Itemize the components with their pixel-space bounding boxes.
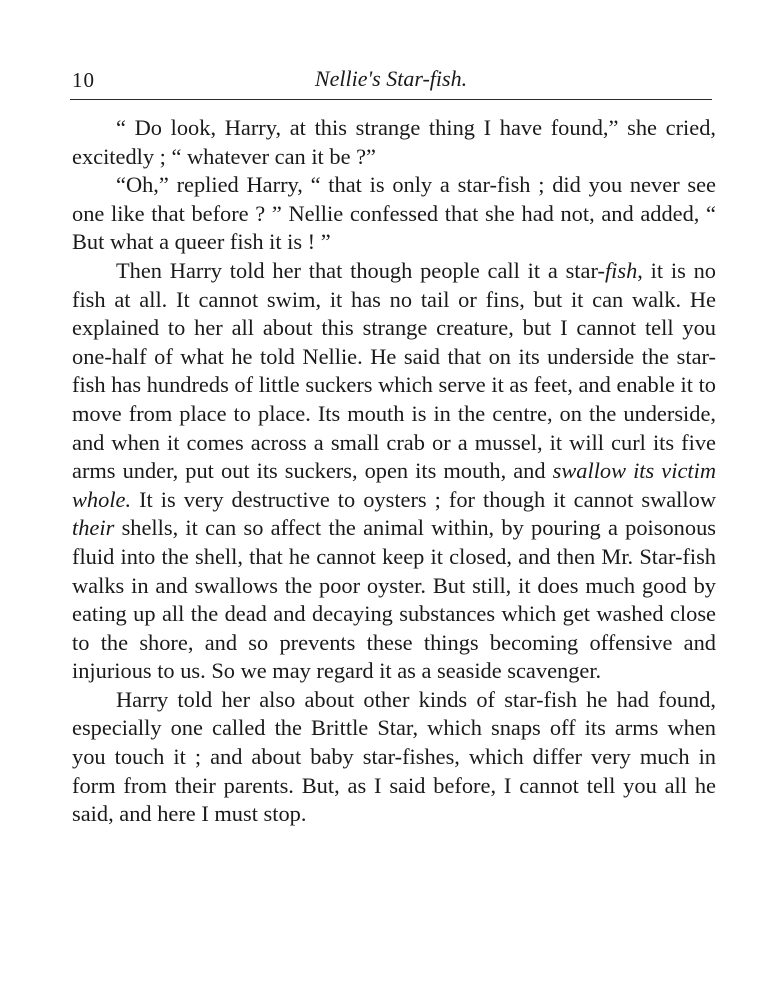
- text-run: “ Do look, Harry, at this strange thing I have found,” she cried, excitedly ; “ whatever can it be ?”: [72, 115, 716, 169]
- page-number: 10: [72, 68, 95, 92]
- paragraph: [72, 171, 716, 257]
- running-title: Nellie's Star-fish.: [314, 66, 468, 91]
- italic-text: their: [72, 515, 115, 541]
- text-run: Then Harry told her that though people call it a star-: [116, 257, 605, 283]
- paragraph: [72, 114, 716, 171]
- text-run: shells, it can so affect the animal within, by pouring a poisonous fluid into the shell, that he cannot keep it closed, and then Mr. Star-fish walks in and swallows the poor oyster. But still, it does much good by eating up all the dead and decaying substances which get washed close to the shore, and so prevents these things becoming offensive and injurious to us. So we may regard it as a seaside scavenger.: [72, 515, 716, 684]
- text-run: “Oh,” replied Harry, “ that is only a star-fish ; did you never see one like that before ? ” Nellie confessed that she had not, and added, “ But what a queer fish it is ! ”: [72, 172, 716, 255]
- page-header: [70, 60, 712, 96]
- text-run: Harry told her also about other kinds of star-fish he had found, especially one called the Brittle Star, which snaps off its arms when you touch it ; and about baby star-fishes, which differ very much in form from their parents. But, as I said before, I cannot tell you all he said, and here I must stop.: [72, 686, 716, 827]
- text-run: It is very destructive to oysters ; for though it cannot swallow: [131, 486, 716, 512]
- header-rule: [70, 99, 712, 100]
- italic-text: swallow its victim whole.: [72, 458, 716, 512]
- text-run: , it is no fish at all. It cannot swim, it has no tail or fins, but it can walk. He explained to her all about this strange creature, but I cannot tell you one-half of what he told Nellie. He said that on its underside the star-fish has hundreds of little suckers which serve it as feet, and enable it to move from place to place. Its mouth is in the centre, on the underside, and when it comes across a small crab or a mussel, it will curl its five arms under, put out its suckers, open its mouth, and: [72, 257, 716, 484]
- body-text: [72, 114, 716, 829]
- paragraph: [72, 257, 716, 686]
- italic-text: fish: [604, 257, 638, 283]
- paragraph: [72, 686, 716, 829]
